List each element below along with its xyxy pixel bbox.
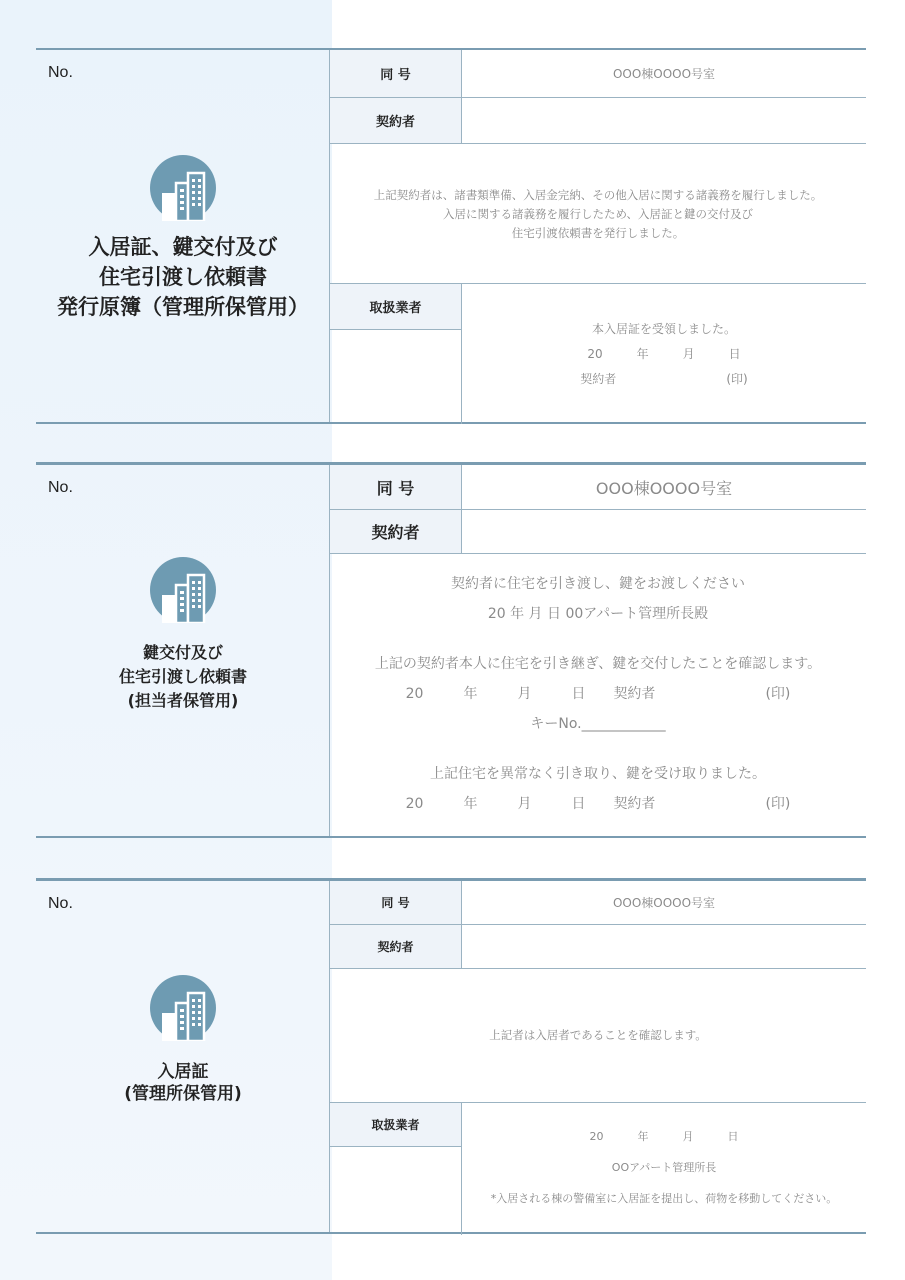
form3-handler-cell: [330, 1103, 462, 1235]
form1-unit-value: OOO棟OOOO号室: [612, 67, 716, 81]
form1-contractor-row: [330, 98, 866, 144]
form3-left-panel: [36, 881, 330, 1232]
form2-body-text: [330, 569, 866, 819]
form2-request-text: 契約者に住宅を引き渡し、鍵をお渡しください: [451, 576, 745, 592]
form2-key-number: キーNo.____________: [530, 716, 666, 732]
form2-contractor-row: [330, 510, 866, 554]
form2-contractor-label: 契約者: [330, 510, 462, 553]
form3-title: 入居証 (管理所保管用): [124, 1062, 242, 1104]
form3-date-line: 20 年 月 日: [589, 1130, 739, 1143]
form2-accept-text: 上記住宅を異常なく引き取り、鍵を受け取りました。: [430, 766, 766, 782]
form3-confirm-text: 上記者は入居者であることを確認します。: [489, 1028, 707, 1042]
form1-notice-text: 上記契約者は、諸書類準備、入居金完納、その他入居に関する諸義務を履行しました。 入居に関する諸義務を履行したため、入居証と鍵の交付及び 住宅引渡依頼書を発行しました。: [373, 188, 823, 240]
form3-unit-row: [330, 881, 866, 925]
form2-confirm-text: 上記の契約者本人に住宅を引き継ぎ、鍵を交付したことを確認します。: [374, 656, 822, 672]
form2-left-panel: [36, 465, 330, 836]
form3-contractor-field[interactable]: [462, 925, 866, 968]
form2-request-date: 20 年 月 日 00アパート管理所長殿: [487, 606, 709, 622]
form1-date-line: 20 年 月 日: [587, 347, 741, 361]
building-icon: [150, 557, 216, 623]
form3-handler-label: 取扱業者: [330, 1103, 461, 1147]
form3-unit-label: 同 号: [330, 881, 462, 924]
form1-notice-row: [330, 144, 866, 284]
form-residence-certificate: [36, 878, 866, 1234]
form2-unit-label: 同 号: [330, 465, 462, 509]
form1-number-label: No.: [48, 64, 73, 81]
form1-unit-label: 同 号: [330, 50, 462, 97]
form3-contractor-label: 契約者: [330, 925, 462, 968]
form2-contractor-field[interactable]: [462, 510, 866, 553]
form1-receipt-box: [462, 284, 866, 424]
form3-note: *入居される棟の警備室に入居証を提出し、荷物を移動してください。: [490, 1192, 838, 1205]
form2-date-line-1: 20 年 月 日 契約者 (印): [405, 686, 791, 702]
form1-left-panel: [36, 50, 330, 422]
form3-contractor-row: [330, 925, 866, 969]
form2-right-panel: [330, 465, 866, 836]
form3-office-name: OOアパート管理所長: [611, 1161, 717, 1174]
form1-handler-cell: [330, 284, 462, 424]
form2-unit-row: [330, 465, 866, 510]
form2-number-label: No.: [48, 479, 73, 496]
building-icon: [150, 975, 216, 1041]
form1-right-panel: [330, 50, 866, 422]
form2-date-line-2: 20 年 月 日 契約者 (印): [405, 796, 791, 812]
form1-title: 入居証、鍵交付及び 住宅引渡し依頼書 発行原簿（管理所保管用）: [57, 235, 309, 319]
form1-contractor-field[interactable]: [462, 98, 866, 143]
form2-title: 鍵交付及び 住宅引渡し依頼書 (担当者保管用): [118, 643, 247, 710]
form3-office-box: [462, 1103, 866, 1235]
form1-contractor-label: 契約者: [330, 98, 462, 143]
form2-unit-value: OOO棟OOOO号室: [595, 478, 733, 498]
building-icon: [150, 155, 216, 221]
form3-unit-value: OOO棟OOOO号室: [612, 896, 716, 910]
form1-receipt-text: 本入居証を受領しました。: [591, 322, 736, 336]
form3-number-label: No.: [48, 895, 73, 912]
form3-confirm-row: [330, 969, 866, 1103]
form3-right-panel: [330, 881, 866, 1232]
form1-signature-line: 契約者 (印): [580, 372, 748, 386]
form-issuance-ledger: [36, 48, 866, 424]
form1-unit-row: [330, 50, 866, 98]
form-key-handover-request: [36, 462, 866, 838]
form1-handler-label: 取扱業者: [330, 284, 461, 330]
